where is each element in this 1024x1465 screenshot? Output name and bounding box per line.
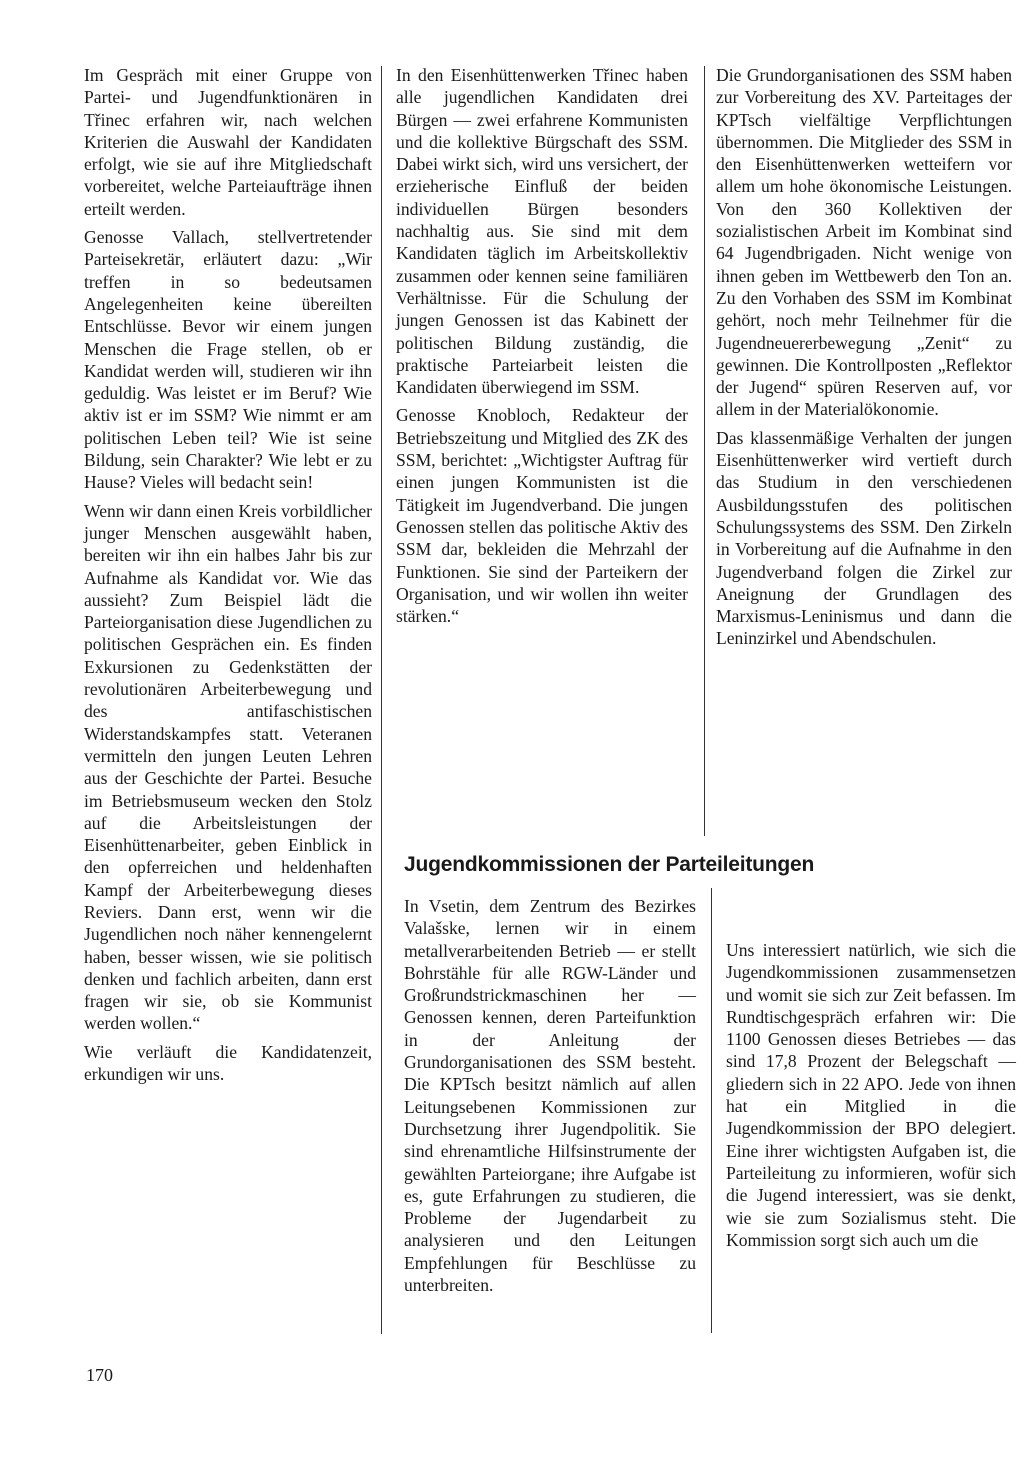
text-column-3 xyxy=(716,64,1012,656)
section-heading: Jugendkommissionen der Parteileitungen xyxy=(404,853,815,876)
paragraph: In Vsetin, dem Zentrum des Bezirkes Valašske, lernen wir in einem metallverarbeitenden Betrieb — er stellt Bohrstähle für alle RGW-Länder und Großrundstrickmaschinen her — Genossen kennen, deren Parteifunktion in der Anleitung der Grundorganisationen des SSM besteht. Die KPTsch besitzt nämlich auf allen Leitungsebenen Kommissionen zur Durchsetzung ihrer Jugendpolitik. Sie sind ehrenamtliche Hilfsinstrumente der gewählten Parteiorgane; ihre Aufgabe ist es, gute Erfahrungen zu studieren, die Probleme der Jugendarbeit zu analysieren und den Leitungen Empfehlungen für Beschlüsse zu unterbreiten. xyxy=(404,896,696,1296)
paragraph: Das klassenmäßige Verhalten der jungen Eisenhüttenwerker wird vertieft durch das Studium in den verschiedenen Ausbildungsstufen des politischen Schulungssystems des SSM. Den Zirkeln in Vorbereitung auf die Aufnahme in den Jugendverband folgen die Zirkel zur Aneignung der Grundlagen des Marxismus-Leninismus und dann die Leninzirkel und Abendschulen. xyxy=(716,427,1012,649)
column-divider xyxy=(381,66,382,1334)
paragraph: Im Gespräch mit einer Gruppe von Partei- und Jugendfunktionären in Třinec erfahren wir, nach welchen Kriterien die Auswahl der Kandidaten erfolgt, wie sie auf ihre Mitgliedschaft vorbereitet, welche Parteiaufträge ihnen erteilt werden. xyxy=(84,65,372,219)
text-column-5 xyxy=(726,889,1016,1257)
paragraph: Wie verläuft die Kandidatenzeit, erkundigen wir uns. xyxy=(84,1041,372,1085)
text-column-4 xyxy=(404,895,696,1302)
paragraph: Genosse Vallach, stellvertretender Parteisekretär, erläutert dazu: „Wir treffen in so bedeutsamen Angelegenheiten keine übereilten Entschlüsse. Bevor wir einem jungen Menschen die Frage stellen, ob er Kandidat werden will, studieren wir ihn geduldig. Was leistet er im Beruf? Wie aktiv ist er im SSM? Wie nimmt er am politischen Leben teil? Wie ist seine Bildung, sein Charakter? Wie lebt er zu Hause? Vieles will bedacht sein! xyxy=(84,227,372,493)
column-divider xyxy=(711,888,712,1333)
text-column-1 xyxy=(84,64,372,1091)
paragraph: Uns interessiert natürlich, wie sich die Jugendkommissionen zusammensetzen und womit sie sich zur Zeit befassen. Im Rundtischgespräch erfahren wir: Die 1100 Genossen dieses Betriebes — das sind 17,8 Prozent der Belegschaft — gliedern sich in 22 APO. Jede von ihnen hat ein Mitglied in die Jugendkommission der BPO delegiert. Eine ihrer wichtigsten Aufgaben ist, die Parteileitung zu informieren, wofür sich die Jugend interessiert, was sie denkt, wie sie zum Sozialismus steht. Die Kommission sorgt sich auch um die xyxy=(726,940,1016,1250)
paragraph: Wenn wir dann einen Kreis vorbildlicher junger Menschen ausgewählt haben, bereiten wir ihn ein halbes Jahr bis zur Aufnahme als Kandidat vor. Wie das aussieht? Zum Beispiel lädt die Parteiorganisation diese Jugendlichen zu politischen Gesprächen ein. Es finden Exkursionen zu Gedenkstätten der revolutionären Arbeiterbewegung und des antifaschistischen Widerstandskampfes statt. Veteranen vermitteln den jungen Leuten Lehren aus der Geschichte der Partei. Besuche im Betriebsmuseum wecken den Stolz auf die Arbeitsleistungen der Eisenhüttenarbeiter, geben Einblick in den opferreichen und heldenhaften Kampf der Arbeiterbewegung dieses Reviers. Dann erst, wenn wir die Jugendlichen noch näher kennengelernt haben, besser wissen, wie sie politisch denken und fachlich arbeiten, dann erst fragen wir sie, ob sie Kommunist werden wollen.“ xyxy=(84,500,372,1034)
column-divider xyxy=(704,66,705,836)
text-column-2 xyxy=(396,64,688,633)
paragraph: Genosse Knobloch, Redakteur der Betriebszeitung und Mitglied des ZK des SSM, berichtet: „Wichtigster Auftrag für einen jungen Kommunisten ist die Tätigkeit im Jugendverband. Die jungen Genossen stellen das politische Aktiv des SSM dar, bekleiden die Mehrzahl der Funktionen. Sie sind der Parteikern der Organisation, und wir wollen ihn weiter stärken.“ xyxy=(396,405,688,627)
paragraph: Die Grundorganisationen des SSM haben zur Vorbereitung des XV. Parteitages der KPTsch vielfältige Verpflichtungen übernommen. Die Mitglieder des SSM in den Eisenhüttenwerken wetteifern vor allem um hohe ökonomische Leistungen. Von den 360 Kollektiven der sozialistischen Arbeit im Kombinat sind 64 Jugendbrigaden. Nicht wenige von ihnen geben im Wettbewerb den Ton an. Zu den Vorhaben des SSM im Kombinat gehört, noch mehr Teilnehmer für die Jugendneuererbewegung „Zenit“ zu gewinnen. Die Kontrollposten „Reflektor der Jugend“ spüren Reserven auf, vor allem in der Materialökonomie. xyxy=(716,65,1012,420)
paragraph: In den Eisenhüttenwerken Třinec haben alle jugendlichen Kandidaten drei Bürgen — zwei erfahrene Kommunisten und die kollektive Bürgschaft des SSM. Dabei wirkt sich, wird uns versichert, der erzieherische Einfluß der beiden individuellen Bürgen besonders nachhaltig aus. Sie sind mit dem Kandidaten täglich im Arbeitskollektiv zusammen oder kennen seine familiären Verhältnisse. Für die Schulung der jungen Genossen ist das Kabinett der politischen Bildung zuständig, die praktische Parteiarbeit leisten die Kandidaten überwiegend im SSM. xyxy=(396,65,688,398)
page-number: 170 xyxy=(86,1365,113,1385)
